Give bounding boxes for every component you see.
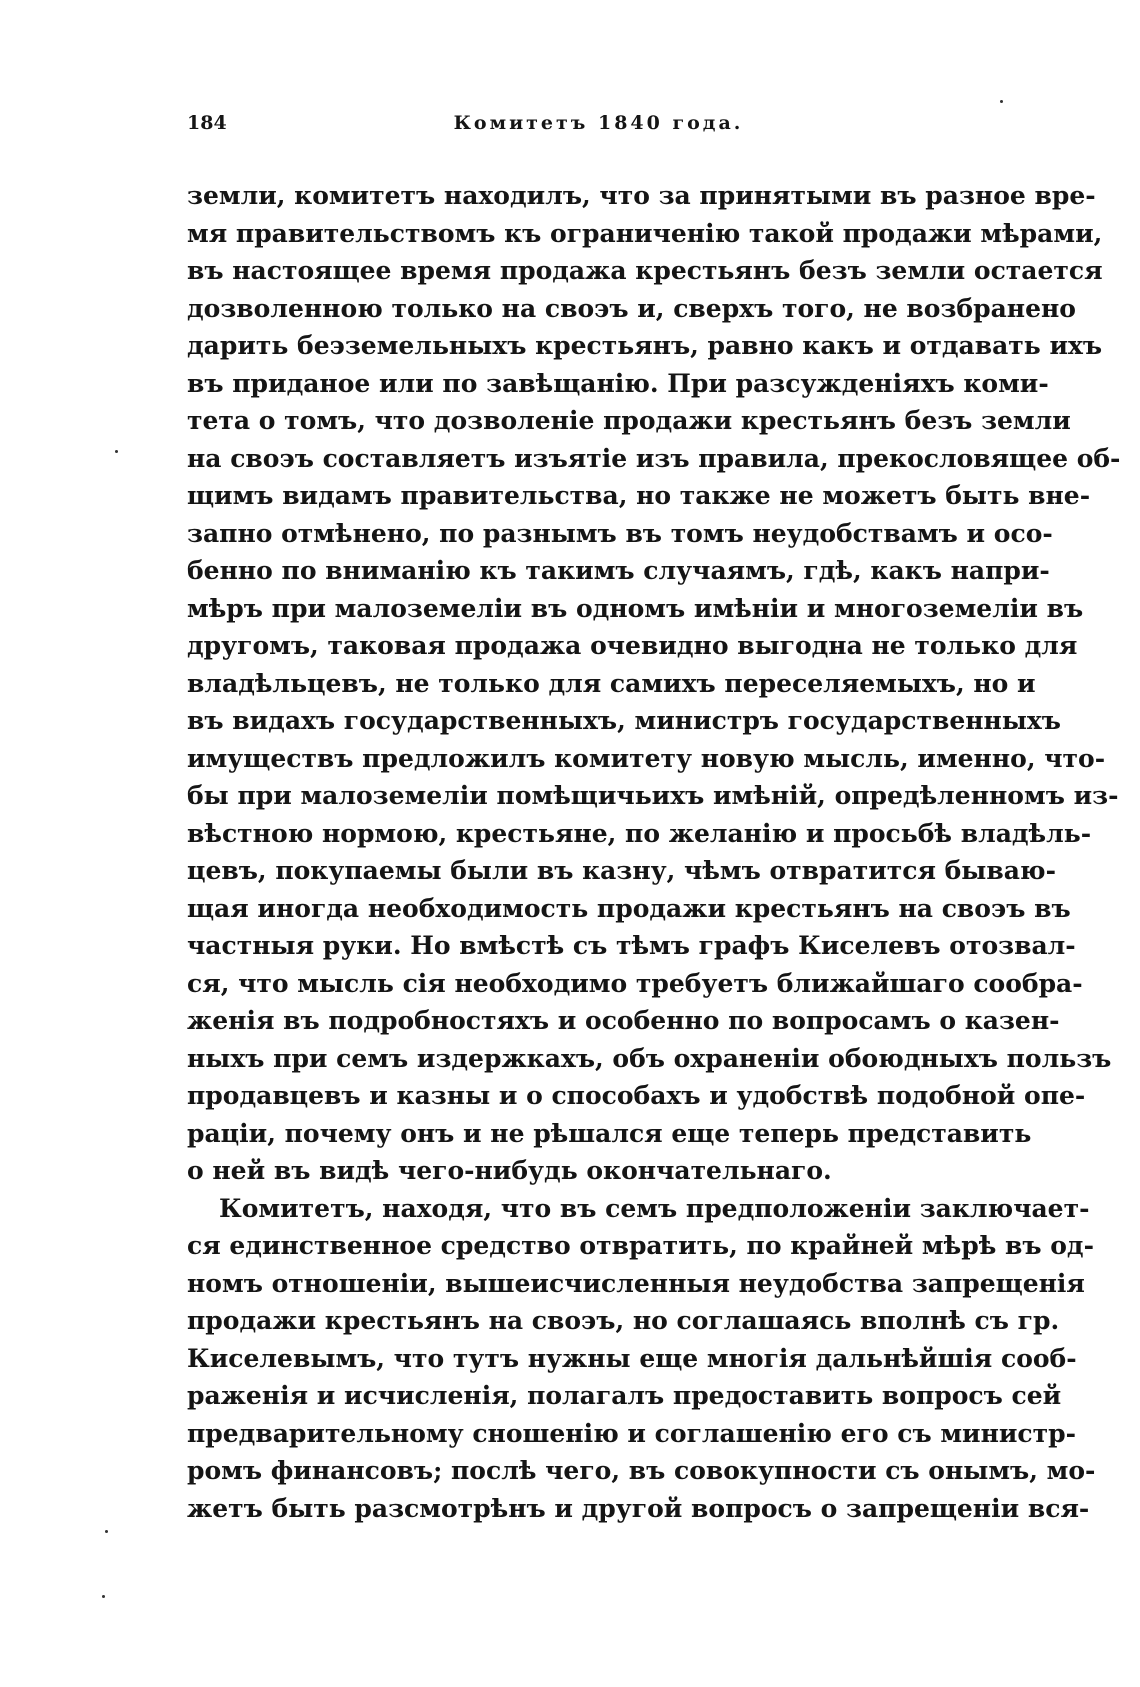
text-line: владѣльцевъ, не только для самихъ переселяемыхъ, но и xyxy=(187,668,1036,698)
text-line: номъ отношеніи, вышеисчисленныя неудобства запрещенія xyxy=(187,1268,1085,1298)
print-speck xyxy=(1000,100,1003,103)
text-line: бы при малоземеліи помѣщичьихъ имѣній, опредѣленномъ из- xyxy=(187,781,1119,810)
text-line: ныхъ при семъ издержкахъ, объ охраненіи обоюдныхъ пользъ xyxy=(187,1043,1112,1073)
text-line: ся единственное средство отвратить, по крайней мѣрѣ въ од- xyxy=(187,1231,1094,1260)
text-line: продавцевъ и казны и о способахъ и удобствѣ подобной опе- xyxy=(187,1081,1086,1110)
text-line: земли, комитетъ находилъ, что за принятыми въ разное вре- xyxy=(187,181,1096,210)
text-line: Киселевымъ, что тутъ нужны еще многія дальнѣйшія сооб- xyxy=(187,1343,1077,1373)
text-line: другомъ, таковая продажа очевидно выгодна не только для xyxy=(187,631,1078,660)
text-line: на своэъ составляетъ изъятіе изъ правила, прекословящее об- xyxy=(187,443,1121,473)
text-line: Комитетъ, находя, что въ семъ предположеніи заключает- xyxy=(219,1193,1090,1223)
paragraph-2 xyxy=(187,1190,1096,1528)
paragraph-1 xyxy=(187,177,1121,1190)
running-header xyxy=(187,112,1010,146)
print-speck xyxy=(102,1595,105,1598)
body-text xyxy=(187,177,1121,1527)
text-line: запно отмѣнено, по разнымъ въ томъ неудобствамъ и осо- xyxy=(187,518,1053,548)
text-line: цевъ, покупаемы были въ казну, чѣмъ отвратится бываю- xyxy=(187,856,1056,885)
text-line: предварительному сношенію и соглашенію его съ министр- xyxy=(187,1418,1077,1448)
text-line: вѣстною нормою, крестьяне, по желанію и просьбѣ владѣль- xyxy=(187,818,1092,848)
page-number: 184 xyxy=(187,112,227,134)
text-line: частныя руки. Но вмѣстѣ съ тѣмъ графъ Киселевъ отозвал- xyxy=(187,931,1076,960)
text-line: щая иногда необходимость продажи крестьянъ на своэъ въ xyxy=(187,893,1071,923)
text-line: раженія и исчисленія, полагалъ предоставить вопросъ сей xyxy=(187,1381,1062,1410)
text-line: женія въ подробностяхъ и особенно по вопросамъ о казен- xyxy=(187,1006,1060,1035)
text-line: жетъ быть разсмотрѣнъ и другой вопросъ о запрещеніи вся- xyxy=(187,1493,1090,1523)
text-line: продажи крестьянъ на своэъ, но соглашаясь вполнѣ съ гр. xyxy=(187,1306,1060,1335)
text-line: мя правительствомъ къ ограниченію такой продажи мѣрами, xyxy=(187,218,1103,248)
print-speck xyxy=(105,1530,108,1533)
text-line: въ видахъ государственныхъ, министръ государственныхъ xyxy=(187,706,1061,735)
text-line: въ настоящее время продажа крестьянъ безъ земли остается xyxy=(187,256,1103,285)
text-line: бенно по вниманію къ такимъ случаямъ, гдѣ, какъ напри- xyxy=(187,556,1050,585)
text-line: тета о томъ, что дозволеніе продажи крестьянъ безъ земли xyxy=(187,406,1071,435)
text-line: дозволенною только на своэъ и, сверхъ того, не возбранено xyxy=(187,293,1076,323)
text-line: ромъ финансовъ; послѣ чего, въ совокупности съ онымъ, мо- xyxy=(187,1456,1096,1485)
text-line: щимъ видамъ правительства, но также не можетъ быть вне- xyxy=(187,481,1091,510)
text-line: дарить беэземельныхъ крестьянъ, равно какъ и отдавать ихъ xyxy=(187,331,1103,360)
running-title: Комитетъ 1840 года. xyxy=(453,112,744,134)
text-line: мѣръ при малоземеліи въ одномъ имѣніи и многоземеліи въ xyxy=(187,593,1084,623)
text-line: раціи, почему онъ и не рѣшался еще теперь представить xyxy=(187,1118,1032,1148)
print-speck xyxy=(115,450,118,453)
text-line: ся, что мысль сія необходимо требуетъ ближайшаго сообра- xyxy=(187,968,1083,998)
text-line: въ приданое или по завѣщанію. При разсужденіяхъ коми- xyxy=(187,368,1049,398)
text-line: имуществъ предложилъ комитету новую мысль, именно, что- xyxy=(187,743,1106,773)
text-line: о ней въ видѣ чего-нибудь окончательнаго. xyxy=(187,1156,832,1185)
